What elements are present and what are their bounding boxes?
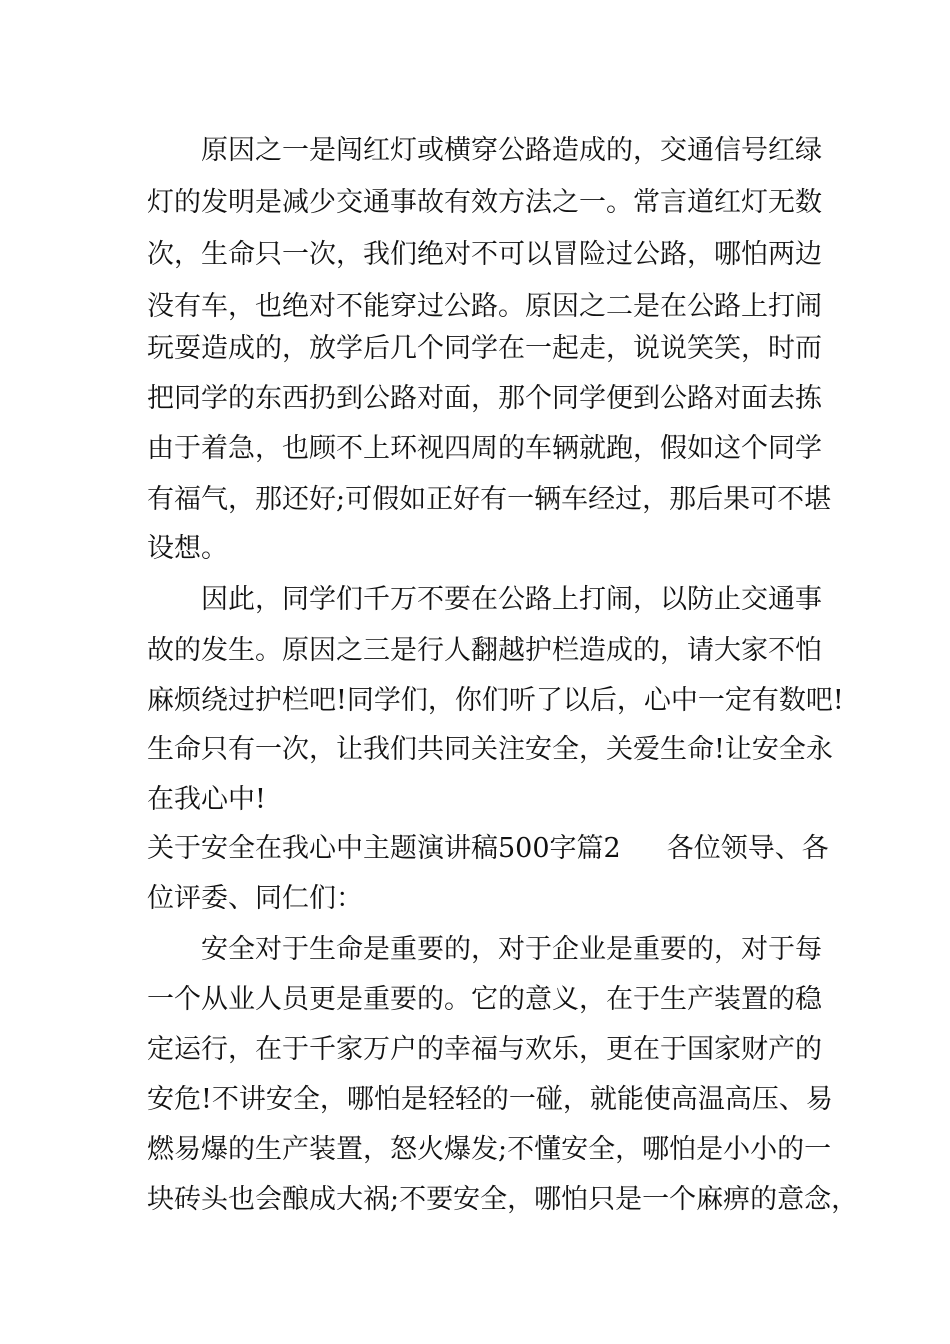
paragraph-line: 故的发生。原因之三是行人翻越护栏造成的，请大家不怕 bbox=[147, 635, 822, 666]
speech-title: 关于安全在我心中主题演讲稿500字篇2 bbox=[147, 833, 621, 864]
paragraph-line: 有福气，那还好;可假如正好有一辆车经过，那后果可不堪 bbox=[147, 484, 832, 515]
paragraph-line: 生命只有一次，让我们共同关注安全，关爱生命!让安全永 bbox=[147, 734, 833, 765]
paragraph-line: 块砖头也会酿成大祸;不要安全，哪怕只是一个麻痹的意念， bbox=[147, 1184, 859, 1215]
paragraph-line: 由于着急，也顾不上环视四周的车辆就跑，假如这个同学 bbox=[147, 433, 822, 464]
greeting-start: 各位领导、各 bbox=[666, 833, 829, 864]
paragraph-line: 没有车，也绝对不能穿过公路。原因之二是在公路上打闹 bbox=[147, 291, 822, 322]
paragraph-line: 一个从业人员更是重要的。它的意义，在于生产装置的稳 bbox=[147, 984, 822, 1015]
paragraph-line: 安危!不讲安全，哪怕是轻轻的一碰，就能使高温高压、易 bbox=[147, 1084, 833, 1115]
paragraph-line: 玩耍造成的，放学后几个同学在一起走，说说笑笑，时而 bbox=[147, 333, 822, 364]
greeting-end: 位评委、同仁们： bbox=[147, 883, 363, 914]
speech-heading-line bbox=[147, 829, 827, 869]
paragraph-line: 把同学的东西扔到公路对面，那个同学便到公路对面去拣 bbox=[147, 383, 822, 414]
paragraph-line: 在我心中! bbox=[147, 784, 266, 815]
paragraph-line: 因此，同学们千万不要在公路上打闹，以防止交通事 bbox=[201, 584, 822, 615]
paragraph-line: 燃易爆的生产装置，怒火爆发;不懂安全，哪怕是小小的一 bbox=[147, 1134, 832, 1165]
paragraph-line: 设想。 bbox=[147, 533, 228, 564]
paragraph-line: 麻烦绕过护栏吧!同学们，你们听了以后，心中一定有数吧! bbox=[147, 685, 844, 716]
paragraph-line: 次，生命只一次，我们绝对不可以冒险过公路，哪怕两边 bbox=[147, 239, 822, 270]
paragraph-line: 安全对于生命是重要的，对于企业是重要的，对于每 bbox=[201, 934, 822, 965]
paragraph-line: 定运行，在于千家万户的幸福与欢乐，更在于国家财产的 bbox=[147, 1034, 822, 1065]
paragraph-line: 灯的发明是减少交通事故有效方法之一。常言道红灯无数 bbox=[147, 187, 822, 218]
paragraph-line: 原因之一是闯红灯或横穿公路造成的，交通信号红绿 bbox=[201, 135, 822, 166]
